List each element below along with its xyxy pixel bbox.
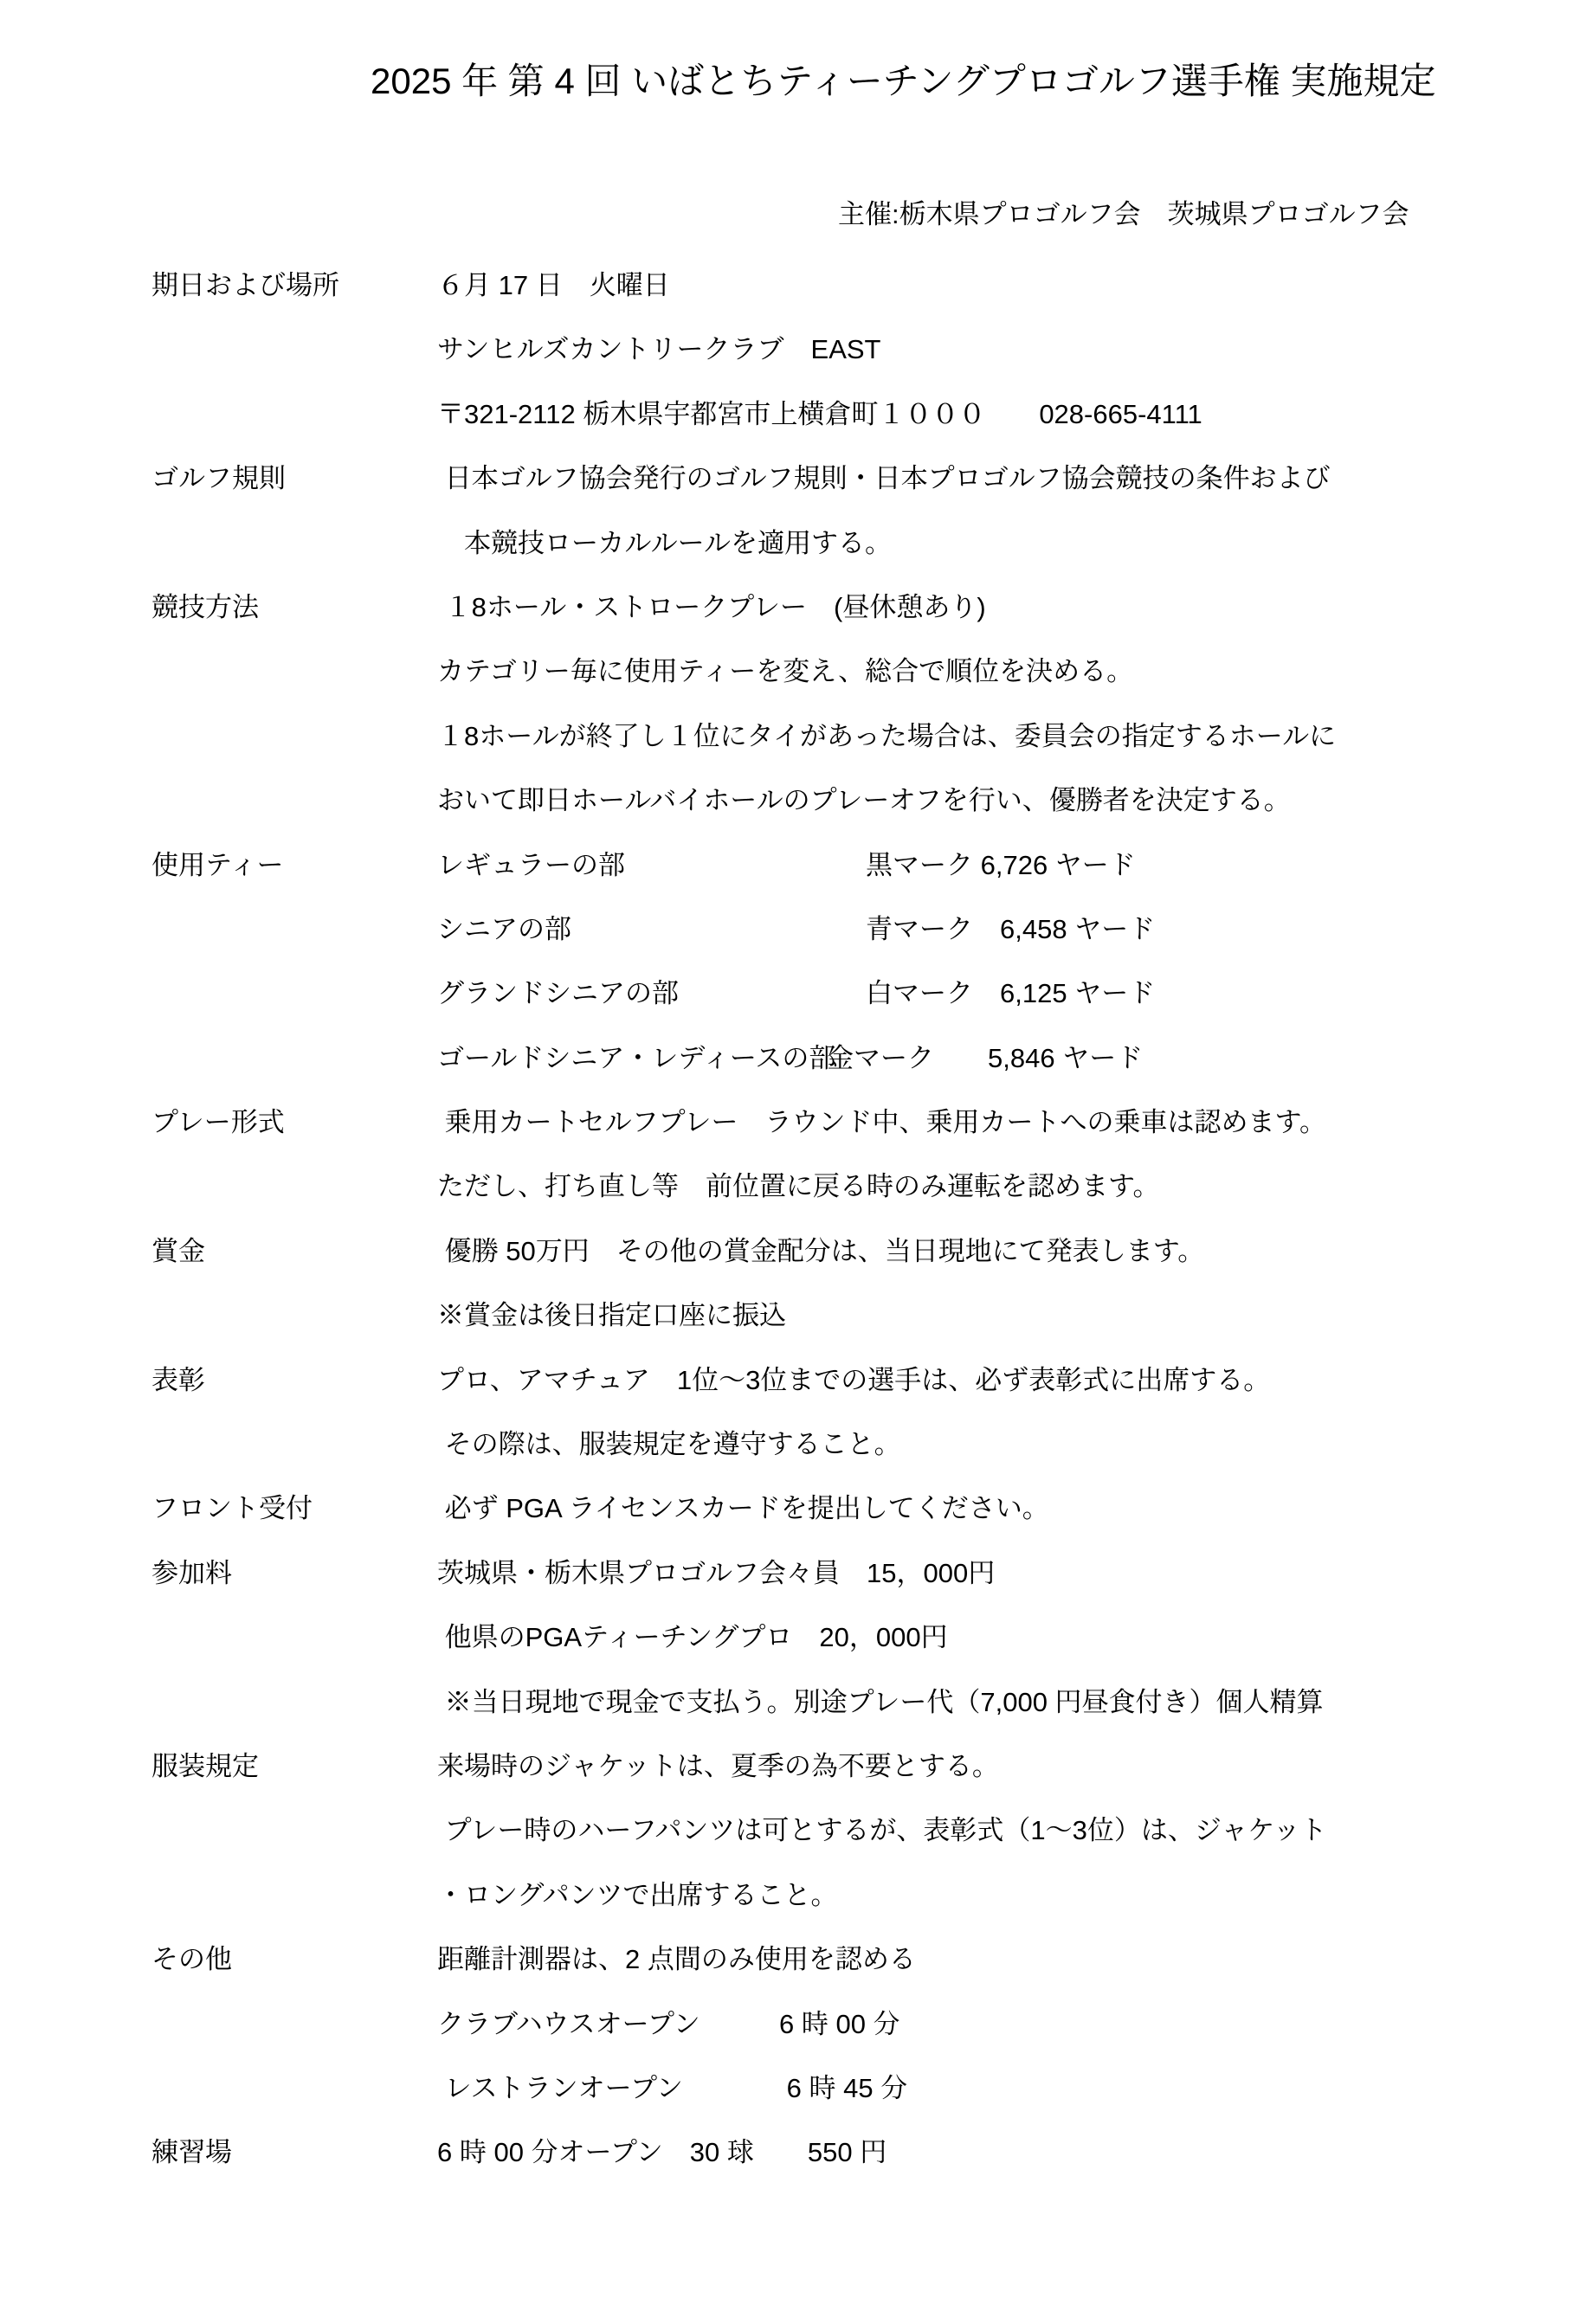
row-label: フロント受付: [152, 1493, 313, 1524]
row-content: 茨城県・栃木県プロゴルフ会々員 15，000円: [437, 1557, 996, 1588]
tee-mark-yardage: 青マーク 6,458 ヤード: [866, 913, 1156, 944]
row-content: 乗用カートセルフプレー ラウンド中、乗用カートへの乗車は認めます。: [437, 1107, 1326, 1138]
doc-line: [0, 1606, 1586, 1670]
doc-line: [0, 1799, 1586, 1863]
row-content: 距離計測器は、2 点間のみ使用を認める: [437, 1944, 916, 1975]
row-label: 服装規定: [152, 1750, 259, 1781]
row-content: 〒321-2112 栃木県宇都宮市上横倉町１０００ 028-665-4111: [437, 398, 1202, 429]
row-content: その際は、服装規定を遵守すること。: [437, 1429, 901, 1460]
tee-category: ゴールドシニア・レディースの部: [437, 1042, 836, 1073]
doc-line: [0, 640, 1586, 704]
row-label: [152, 769, 437, 833]
row-content: カテゴリー毎に使用ティーを変え、総合で順位を決める。: [437, 656, 1134, 687]
tee-category: シニアの部: [437, 913, 571, 944]
row-label: プレー形式: [152, 1107, 285, 1138]
tee-mark-yardage: 白マーク 6,125 ヤード: [866, 978, 1156, 1009]
row-label: [152, 705, 437, 769]
row-label: 期日および場所: [152, 270, 339, 300]
doc-line-tee: [0, 834, 1586, 898]
row-label: [152, 1284, 437, 1348]
row-label: その他: [152, 1944, 232, 1975]
row-label: 参加料: [152, 1557, 232, 1588]
doc-line-tee: [0, 898, 1586, 962]
schedule-item: クラブハウスオープン: [437, 2008, 700, 2039]
doc-line-tee: [0, 962, 1586, 1026]
doc-line: [0, 576, 1586, 640]
tee-category: グランドシニアの部: [437, 978, 679, 1009]
row-content: プレー時のハーフパンツは可とするが、表彰式（1～3位）は、ジャケット: [437, 1815, 1327, 1846]
row-label: 使用ティー: [152, 849, 284, 880]
doc-line: [0, 1220, 1586, 1284]
row-content: 本競技ローカルルールを適用する。: [437, 527, 892, 558]
doc-line: [0, 2121, 1586, 2185]
row-content: ※賞金は後日指定口座に振込: [437, 1300, 786, 1331]
row-content: １8ホールが終了し１位にタイがあった場合は、委員会の指定するホールに: [437, 720, 1337, 751]
row-content: サンヒルズカントリークラブ EAST: [437, 334, 881, 365]
row-content: 必ず PGA ライセンスカードを提出してください。: [437, 1493, 1049, 1524]
row-label: [152, 1671, 437, 1735]
row-label: [152, 318, 437, 382]
document-body: [0, 254, 1586, 2186]
doc-line: [0, 1349, 1586, 1413]
row-content: １8ホール・ストロークプレー (昼休憩あり): [437, 591, 986, 622]
row-label: 練習場: [152, 2137, 232, 2168]
row-content: ただし、打ち直し等 前位置に戻る時のみ運転を認めます。: [437, 1171, 1160, 1202]
row-label: 競技方法: [152, 591, 259, 622]
row-content: 来場時のジャケットは、夏季の為不要とする。: [437, 1750, 999, 1781]
schedule-item: レストランオープン: [437, 2072, 683, 2103]
tee-mark-yardage: 金マーク 5,846 ヤード: [827, 1042, 1144, 1073]
row-label: [152, 1799, 437, 1863]
row-label: ゴルフ規則: [152, 463, 286, 494]
schedule-time: 6 時 45 分: [779, 2072, 908, 2103]
row-label: [152, 1155, 437, 1219]
doc-line: [0, 1671, 1586, 1735]
row-label: [152, 512, 437, 576]
doc-line: [0, 1735, 1586, 1799]
doc-line: [0, 705, 1586, 769]
row-label: [152, 383, 437, 447]
doc-line: [0, 1155, 1586, 1219]
doc-line: [0, 447, 1586, 511]
row-content: おいて即日ホールバイホールのプレーオフを行い、優勝者を決定する。: [437, 785, 1291, 816]
row-label: [152, 962, 437, 1026]
page-title: 2025 年 第 4 回 いばとちティーチングプロゴルフ選手権 実施規定: [371, 61, 1436, 101]
doc-line: [0, 512, 1586, 576]
doc-line: [0, 383, 1586, 447]
row-label: 表彰: [152, 1364, 205, 1395]
row-content: プロ、アマチュア 1位～3位までの選手は、必ず表彰式に出席する。: [437, 1364, 1271, 1395]
doc-line: [0, 1091, 1586, 1155]
doc-line: [0, 1928, 1586, 1992]
row-content: 日本ゴルフ協会発行のゴルフ規則・日本プロゴルフ協会競技の条件および: [437, 463, 1331, 494]
doc-line: [0, 1864, 1586, 1928]
row-label: [152, 640, 437, 704]
doc-line: [0, 769, 1586, 833]
doc-line: [0, 1542, 1586, 1606]
row-label: [152, 1027, 437, 1091]
doc-line: [0, 254, 1586, 318]
doc-line-schedule: [0, 2057, 1586, 2121]
doc-line: [0, 1284, 1586, 1348]
doc-line: [0, 1477, 1586, 1541]
row-content: ※当日現地で現金で支払う。別途プレー代（7,000 円昼食付き）個人精算: [437, 1686, 1324, 1717]
row-content: 6 時 00 分オープン 30 球 550 円: [437, 2137, 887, 2168]
row-label: [152, 1864, 437, 1928]
tee-mark-yardage: 黒マーク 6,726 ヤード: [866, 849, 1136, 880]
row-label: [152, 1606, 437, 1670]
row-label: [152, 2057, 437, 2121]
row-label: [152, 898, 437, 962]
row-label: 賞金: [152, 1235, 205, 1266]
row-content: ・ロングパンツで出席すること。: [437, 1879, 838, 1910]
organizer-line: 主催:栃木県プロゴルフ会 茨城県プロゴルフ会: [838, 199, 1409, 229]
schedule-time: 6 時 00 分: [779, 2008, 900, 2039]
row-content: 他県のPGAティーチングプロ 20，000円: [437, 1622, 948, 1653]
row-content: 優勝 50万円 その他の賞金配分は、当日現地にて発表します。: [437, 1235, 1205, 1266]
doc-line-tee: [0, 1027, 1586, 1091]
tee-category: レギュラーの部: [437, 849, 625, 880]
doc-line: [0, 318, 1586, 382]
row-label: [152, 1992, 437, 2057]
doc-line: [0, 1413, 1586, 1477]
doc-line-schedule: [0, 1992, 1586, 2057]
row-label: [152, 1413, 437, 1477]
row-content: ６月 17 日 火曜日: [437, 270, 670, 300]
